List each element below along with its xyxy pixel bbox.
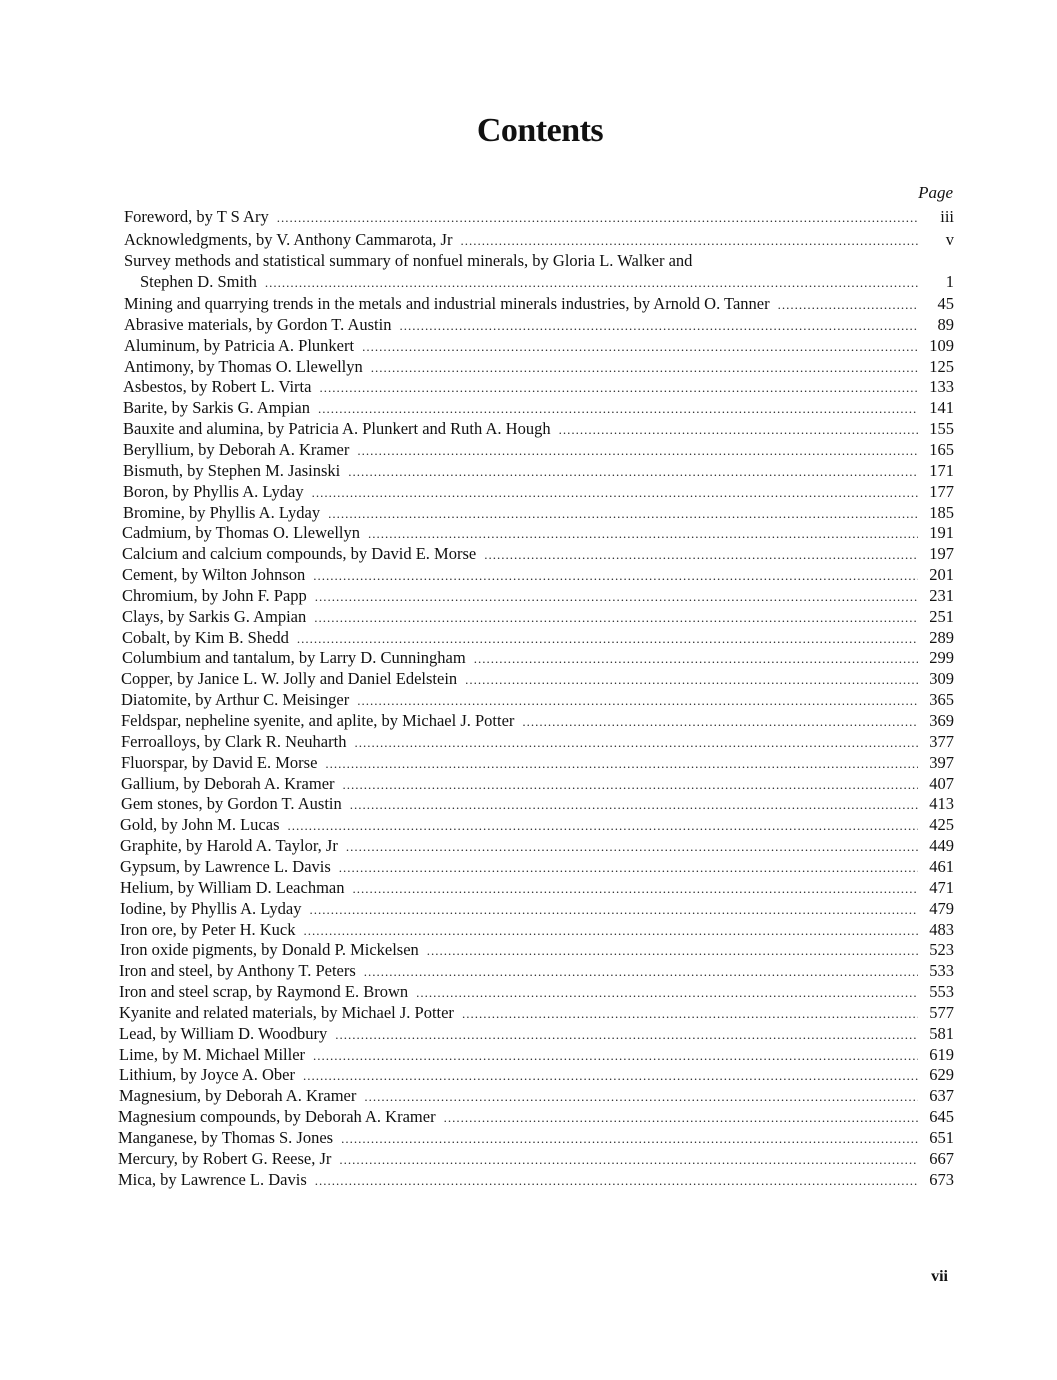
toc-entry-title: Gallium, by Deborah A. Kramer (121, 774, 335, 793)
leader-dots (339, 857, 918, 878)
toc-entry-title: Bauxite and alumina, by Patricia A. Plunkert and Ruth A. Hough (123, 419, 551, 438)
leader-dots (444, 1107, 918, 1128)
toc-entry-title: Barite, by Sarkis G. Ampian (123, 398, 310, 417)
toc-entry[interactable] (119, 1064, 954, 1085)
leader-dots (313, 565, 918, 586)
toc-entry-page: 133 (929, 377, 954, 396)
page-number: vii (931, 1268, 948, 1285)
toc-entry[interactable] (121, 752, 954, 773)
toc-entry-page: 637 (929, 1086, 954, 1105)
toc-entry-page: 125 (929, 357, 954, 376)
leader-dots (357, 440, 918, 461)
leader-dots (362, 336, 918, 357)
toc-entry[interactable] (121, 710, 954, 731)
leader-dots (460, 230, 918, 251)
toc-entry[interactable] (118, 1148, 954, 1169)
toc-entry[interactable] (121, 731, 954, 752)
toc-entry-title: Stephen D. Smith (140, 272, 257, 291)
toc-entry-page: 141 (929, 398, 954, 417)
toc-entry-title: Chromium, by John F. Papp (122, 586, 307, 605)
toc-entry[interactable] (119, 1023, 954, 1044)
toc-entry-title: Gypsum, by Lawrence L. Davis (120, 857, 331, 876)
toc-entry[interactable] (119, 1085, 954, 1106)
leader-dots (288, 815, 919, 836)
toc-entry-title: Fluorspar, by David E. Morse (121, 753, 318, 772)
toc-entry-title: Graphite, by Harold A. Taylor, Jr (120, 836, 338, 855)
leader-dots (304, 920, 919, 941)
toc-entry-page: 171 (929, 461, 954, 480)
toc-entry[interactable] (124, 314, 954, 335)
toc-entry-page: 461 (929, 857, 954, 876)
leader-dots (318, 398, 918, 419)
leader-dots (335, 1024, 918, 1045)
leader-dots (350, 794, 918, 815)
toc-entry[interactable] (119, 981, 954, 1002)
toc-entry[interactable] (118, 1106, 954, 1127)
toc-entry-title: Iron and steel scrap, by Raymond E. Brown (119, 982, 409, 1001)
leader-dots (559, 419, 918, 440)
toc-entry[interactable] (118, 1127, 954, 1148)
leader-dots (368, 523, 918, 544)
toc-entry-page: 1 (945, 272, 954, 291)
toc-entry-page: 479 (929, 899, 954, 918)
toc-entry-title: Iron and steel, by Anthony T. Peters (119, 961, 356, 980)
toc-entry-title: Lead, by William D. Woodbury (119, 1024, 328, 1043)
toc-entry-page: 645 (929, 1107, 954, 1126)
leader-dots (315, 586, 918, 607)
toc-entry[interactable] (122, 564, 954, 585)
leader-dots (339, 1149, 918, 1170)
toc-entry-title: Mica, by Lawrence L. Davis (118, 1170, 307, 1189)
toc-entry-page: 471 (929, 878, 954, 897)
leader-dots (325, 753, 918, 774)
leader-dots (354, 732, 918, 753)
toc-entry-page: 89 (937, 315, 954, 334)
toc-entry-survey-line2[interactable] (140, 271, 954, 292)
toc-entry[interactable] (123, 397, 954, 418)
toc-entry[interactable] (119, 960, 954, 981)
leader-dots (371, 357, 918, 378)
toc-entry-title: Manganese, by Thomas S. Jones (118, 1128, 334, 1147)
toc-entry[interactable] (124, 335, 954, 356)
toc-entry-title: Foreword, by T S Ary (124, 207, 269, 226)
toc-entry-page: 581 (929, 1024, 954, 1043)
toc-entry[interactable] (124, 356, 954, 377)
toc-entry-title: Gold, by John M. Lucas (120, 815, 280, 834)
leader-dots (465, 669, 918, 690)
toc-entry[interactable] (120, 898, 954, 919)
leader-dots (778, 294, 918, 315)
toc-entry-acknowledgments[interactable] (124, 229, 954, 250)
toc-entry[interactable] (123, 460, 954, 481)
page-title: Contents (476, 112, 604, 149)
toc-entry-foreword[interactable] (124, 206, 954, 227)
toc-entry[interactable] (118, 1169, 954, 1190)
leader-dots (348, 461, 918, 482)
toc-entry[interactable] (120, 919, 954, 940)
leader-dots (346, 836, 918, 857)
leader-dots (265, 272, 918, 293)
toc-entry-title: Cobalt, by Kim B. Shedd (122, 628, 289, 647)
toc-entry-page: 251 (929, 607, 954, 626)
toc-entry[interactable] (122, 543, 954, 564)
toc-entry-page: 619 (929, 1045, 954, 1064)
toc-entry-page: 231 (929, 586, 954, 605)
toc-entry-page: 45 (937, 294, 954, 313)
leader-dots (364, 961, 918, 982)
toc-entry[interactable] (121, 793, 954, 814)
toc-entry[interactable] (123, 418, 954, 439)
toc-entry-page: 177 (929, 482, 954, 501)
toc-entry-page: 407 (929, 774, 954, 793)
leader-dots (314, 607, 918, 628)
toc-entry-page: 377 (929, 732, 954, 751)
toc-entry[interactable] (120, 877, 954, 898)
toc-entry-page: 629 (929, 1065, 954, 1084)
toc-entry-page: 425 (929, 815, 954, 834)
toc-entry-page: 289 (929, 628, 954, 647)
toc-entry-page: iii (940, 207, 954, 226)
leader-dots (313, 1045, 918, 1066)
toc-entry[interactable] (123, 481, 954, 502)
toc-entry[interactable] (120, 856, 954, 877)
toc-entry-page: 191 (929, 523, 954, 542)
toc-entry-title: Iron ore, by Peter H. Kuck (120, 920, 296, 939)
leader-dots (399, 315, 918, 336)
leader-dots (328, 503, 918, 524)
toc-entry-page: v (945, 230, 954, 249)
toc-entry-page: 523 (929, 940, 954, 959)
toc-entry-page: 673 (929, 1170, 954, 1189)
toc-entry-title: Mercury, by Robert G. Reese, Jr (118, 1149, 332, 1168)
toc-entry-title: Iodine, by Phyllis A. Lyday (120, 899, 302, 918)
toc-entry-title: Bismuth, by Stephen M. Jasinski (123, 461, 341, 480)
toc-entry-title: Cadmium, by Thomas O. Llewellyn (122, 523, 361, 542)
toc-entry-title: Antimony, by Thomas O. Llewellyn (124, 357, 363, 376)
toc-entry[interactable] (122, 585, 954, 606)
toc-entry-page: 201 (929, 565, 954, 584)
toc-entry-page: 397 (929, 753, 954, 772)
toc-entry-survey-line1[interactable]: Survey methods and statistical summary of nonfuel minerals, by Gloria L. Walker and (124, 251, 693, 270)
toc-entry[interactable] (122, 647, 954, 668)
toc-entry-page: 483 (929, 920, 954, 939)
toc-entry[interactable] (122, 627, 954, 648)
toc-entry-title: Columbium and tantalum, by Larry D. Cunningham (122, 648, 466, 667)
leader-dots (341, 1128, 918, 1149)
toc-entry[interactable] (120, 939, 954, 960)
toc-entry-page: 667 (929, 1149, 954, 1168)
leader-dots (416, 982, 918, 1003)
leader-dots (312, 482, 918, 503)
toc-entry-title: Diatomite, by Arthur C. Meisinger (121, 690, 350, 709)
toc-entry-title: Feldspar, nepheline syenite, and aplite, by Michael J. Potter (121, 711, 515, 730)
toc-entry-title: Beryllium, by Deborah A. Kramer (123, 440, 350, 459)
toc-entry-title: Clays, by Sarkis G. Ampian (122, 607, 307, 626)
leader-dots (319, 377, 918, 398)
toc-entry-title: Magnesium, by Deborah A. Kramer (119, 1086, 357, 1105)
toc-entry-page: 365 (929, 690, 954, 709)
toc-entry[interactable] (122, 606, 954, 627)
toc-entry[interactable] (121, 689, 954, 710)
toc-entry-page: 109 (929, 336, 954, 355)
toc-entry-title: Acknowledgments, by V. Anthony Cammarota, Jr (124, 230, 453, 249)
toc-entry[interactable] (119, 1002, 954, 1023)
toc-entry-title: Boron, by Phyllis A. Lyday (123, 482, 304, 501)
toc-entry-title: Gem stones, by Gordon T. Austin (121, 794, 342, 813)
toc-entry[interactable] (120, 814, 954, 835)
leader-dots (427, 940, 918, 961)
toc-entry[interactable] (123, 376, 954, 397)
toc-entry-title: Lime, by M. Michael Miller (119, 1045, 306, 1064)
leader-dots (474, 648, 918, 669)
leader-dots (310, 899, 919, 920)
toc-entry-page: 577 (929, 1003, 954, 1022)
toc-entry-title: Magnesium compounds, by Deborah A. Kramer (118, 1107, 436, 1126)
toc-entry-title: Copper, by Janice L. W. Jolly and Daniel Edelstein (121, 669, 458, 688)
toc-entry[interactable] (122, 522, 954, 543)
toc-entry-title: Aluminum, by Patricia A. Plunkert (124, 336, 355, 355)
toc-entry-title: Cement, by Wilton Johnson (122, 565, 306, 584)
leader-dots (484, 544, 918, 565)
toc-entry-title: Ferroalloys, by Clark R. Neuharth (121, 732, 347, 751)
toc-entry[interactable] (123, 439, 954, 460)
toc-entry-title: Asbestos, by Robert L. Virta (123, 377, 312, 396)
toc-entry[interactable] (119, 1044, 954, 1065)
toc-entry-title: Iron oxide pigments, by Donald P. Mickelsen (120, 940, 419, 959)
leader-dots (352, 878, 918, 899)
toc-entry-page: 553 (929, 982, 954, 1001)
toc-entry-page: 155 (929, 419, 954, 438)
toc-entry-page: 309 (929, 669, 954, 688)
toc-entry-title: Abrasive materials, by Gordon T. Austin (124, 315, 392, 334)
toc-entry-page: 413 (929, 794, 954, 813)
leader-dots (357, 690, 918, 711)
leader-dots (522, 711, 918, 732)
toc-entry[interactable] (121, 773, 954, 794)
toc-entry[interactable] (120, 835, 954, 856)
toc-entry-page: 299 (929, 648, 954, 667)
toc-entry-title: Lithium, by Joyce A. Ober (119, 1065, 295, 1084)
leader-dots (343, 774, 918, 795)
toc-entry[interactable] (124, 293, 954, 314)
leader-dots (364, 1086, 918, 1107)
toc-entry-title: Calcium and calcium compounds, by David E. Morse (122, 544, 477, 563)
leader-dots (462, 1003, 918, 1024)
toc-entry-title: Kyanite and related materials, by Michael J. Potter (119, 1003, 454, 1022)
toc-entry-page: 449 (929, 836, 954, 855)
toc-entry-page: 533 (929, 961, 954, 980)
toc-entry-page: 185 (929, 503, 954, 522)
toc-entry-title: Helium, by William D. Leachman (120, 878, 345, 897)
toc-entry-page: 165 (929, 440, 954, 459)
toc-entry-page: 369 (929, 711, 954, 730)
leader-dots (297, 628, 918, 649)
leader-dots (315, 1170, 918, 1191)
leader-dots (277, 207, 918, 228)
toc-entry-page: 651 (929, 1128, 954, 1147)
toc-entry[interactable] (121, 668, 954, 689)
leader-dots (303, 1065, 918, 1086)
toc-entry[interactable] (123, 502, 954, 523)
toc-entry-page: 197 (929, 544, 954, 563)
page-column-label: Page (918, 183, 953, 202)
toc-entry-title: Mining and quarrying trends in the metals and industrial minerals industries, by Arnold O. Tanner (124, 294, 770, 313)
toc-entry-title: Bromine, by Phyllis A. Lyday (123, 503, 321, 522)
